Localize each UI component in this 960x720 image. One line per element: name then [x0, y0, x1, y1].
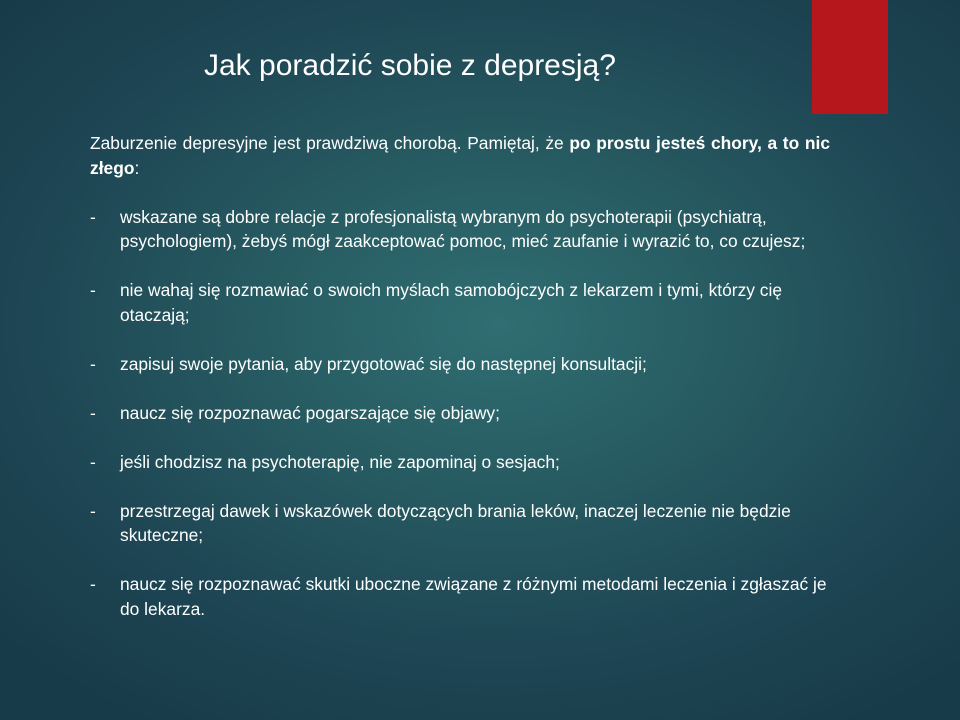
- intro-emphasis: po prostu jesteś chory, a to nic złego: [90, 133, 830, 178]
- list-item-text: naucz się rozpoznawać pogarszające się objawy;: [120, 402, 500, 423]
- list-item-text: zapisuj swoje pytania, aby przygotować się do następnej konsultacji;: [120, 353, 647, 374]
- list-item: [90, 572, 830, 621]
- list-item: [90, 450, 830, 475]
- list-item: [90, 278, 830, 327]
- dash-bullet: -: [90, 280, 96, 300]
- intro-text: Zaburzenie depresyjne jest prawdziwą chorobą. Pamiętaj, że: [90, 133, 570, 153]
- list-item-text: przestrzegaj dawek i wskazówek dotyczących brania leków, inaczej leczenie nie będzie skuteczne;: [120, 500, 791, 545]
- dash-bullet: -: [90, 402, 96, 423]
- dash-bullet: -: [90, 500, 96, 521]
- dash-bullet: -: [90, 451, 96, 472]
- list-item: [90, 352, 830, 377]
- list-item: [90, 499, 830, 548]
- slide-title: Jak poradzić sobie z depresją?: [204, 49, 616, 82]
- advice-list: [90, 205, 830, 622]
- intro-colon: :: [134, 157, 140, 178]
- dash-bullet: -: [90, 353, 96, 374]
- red-accent-bar: [812, 0, 888, 114]
- list-item-text: nie wahaj się rozmawiać o swoich myślach samobójczych z lekarzem i tymi, którzy cię otaczają;: [120, 280, 783, 325]
- list-item-text: jeśli chodzisz na psychoterapię, nie zapominaj o sesjach;: [120, 451, 560, 472]
- slide-body: [90, 131, 830, 646]
- list-item-text: naucz się rozpoznawać skutki uboczne związane z różnymi metodami leczenia i zgłaszać je do lekarza.: [120, 574, 827, 619]
- intro-paragraph: [90, 131, 830, 180]
- list-item: [90, 401, 830, 426]
- dash-bullet: -: [90, 574, 96, 594]
- dash-bullet: -: [90, 206, 96, 227]
- list-item-text: wskazane są dobre relacje z profesjonalistą wybranym do psychoterapii (psychiatrą, psychologiem), żebyś mógł zaakceptować pomoc, mieć zaufanie i wyrazić to, co czujesz;: [120, 206, 806, 251]
- list-item: [90, 205, 830, 254]
